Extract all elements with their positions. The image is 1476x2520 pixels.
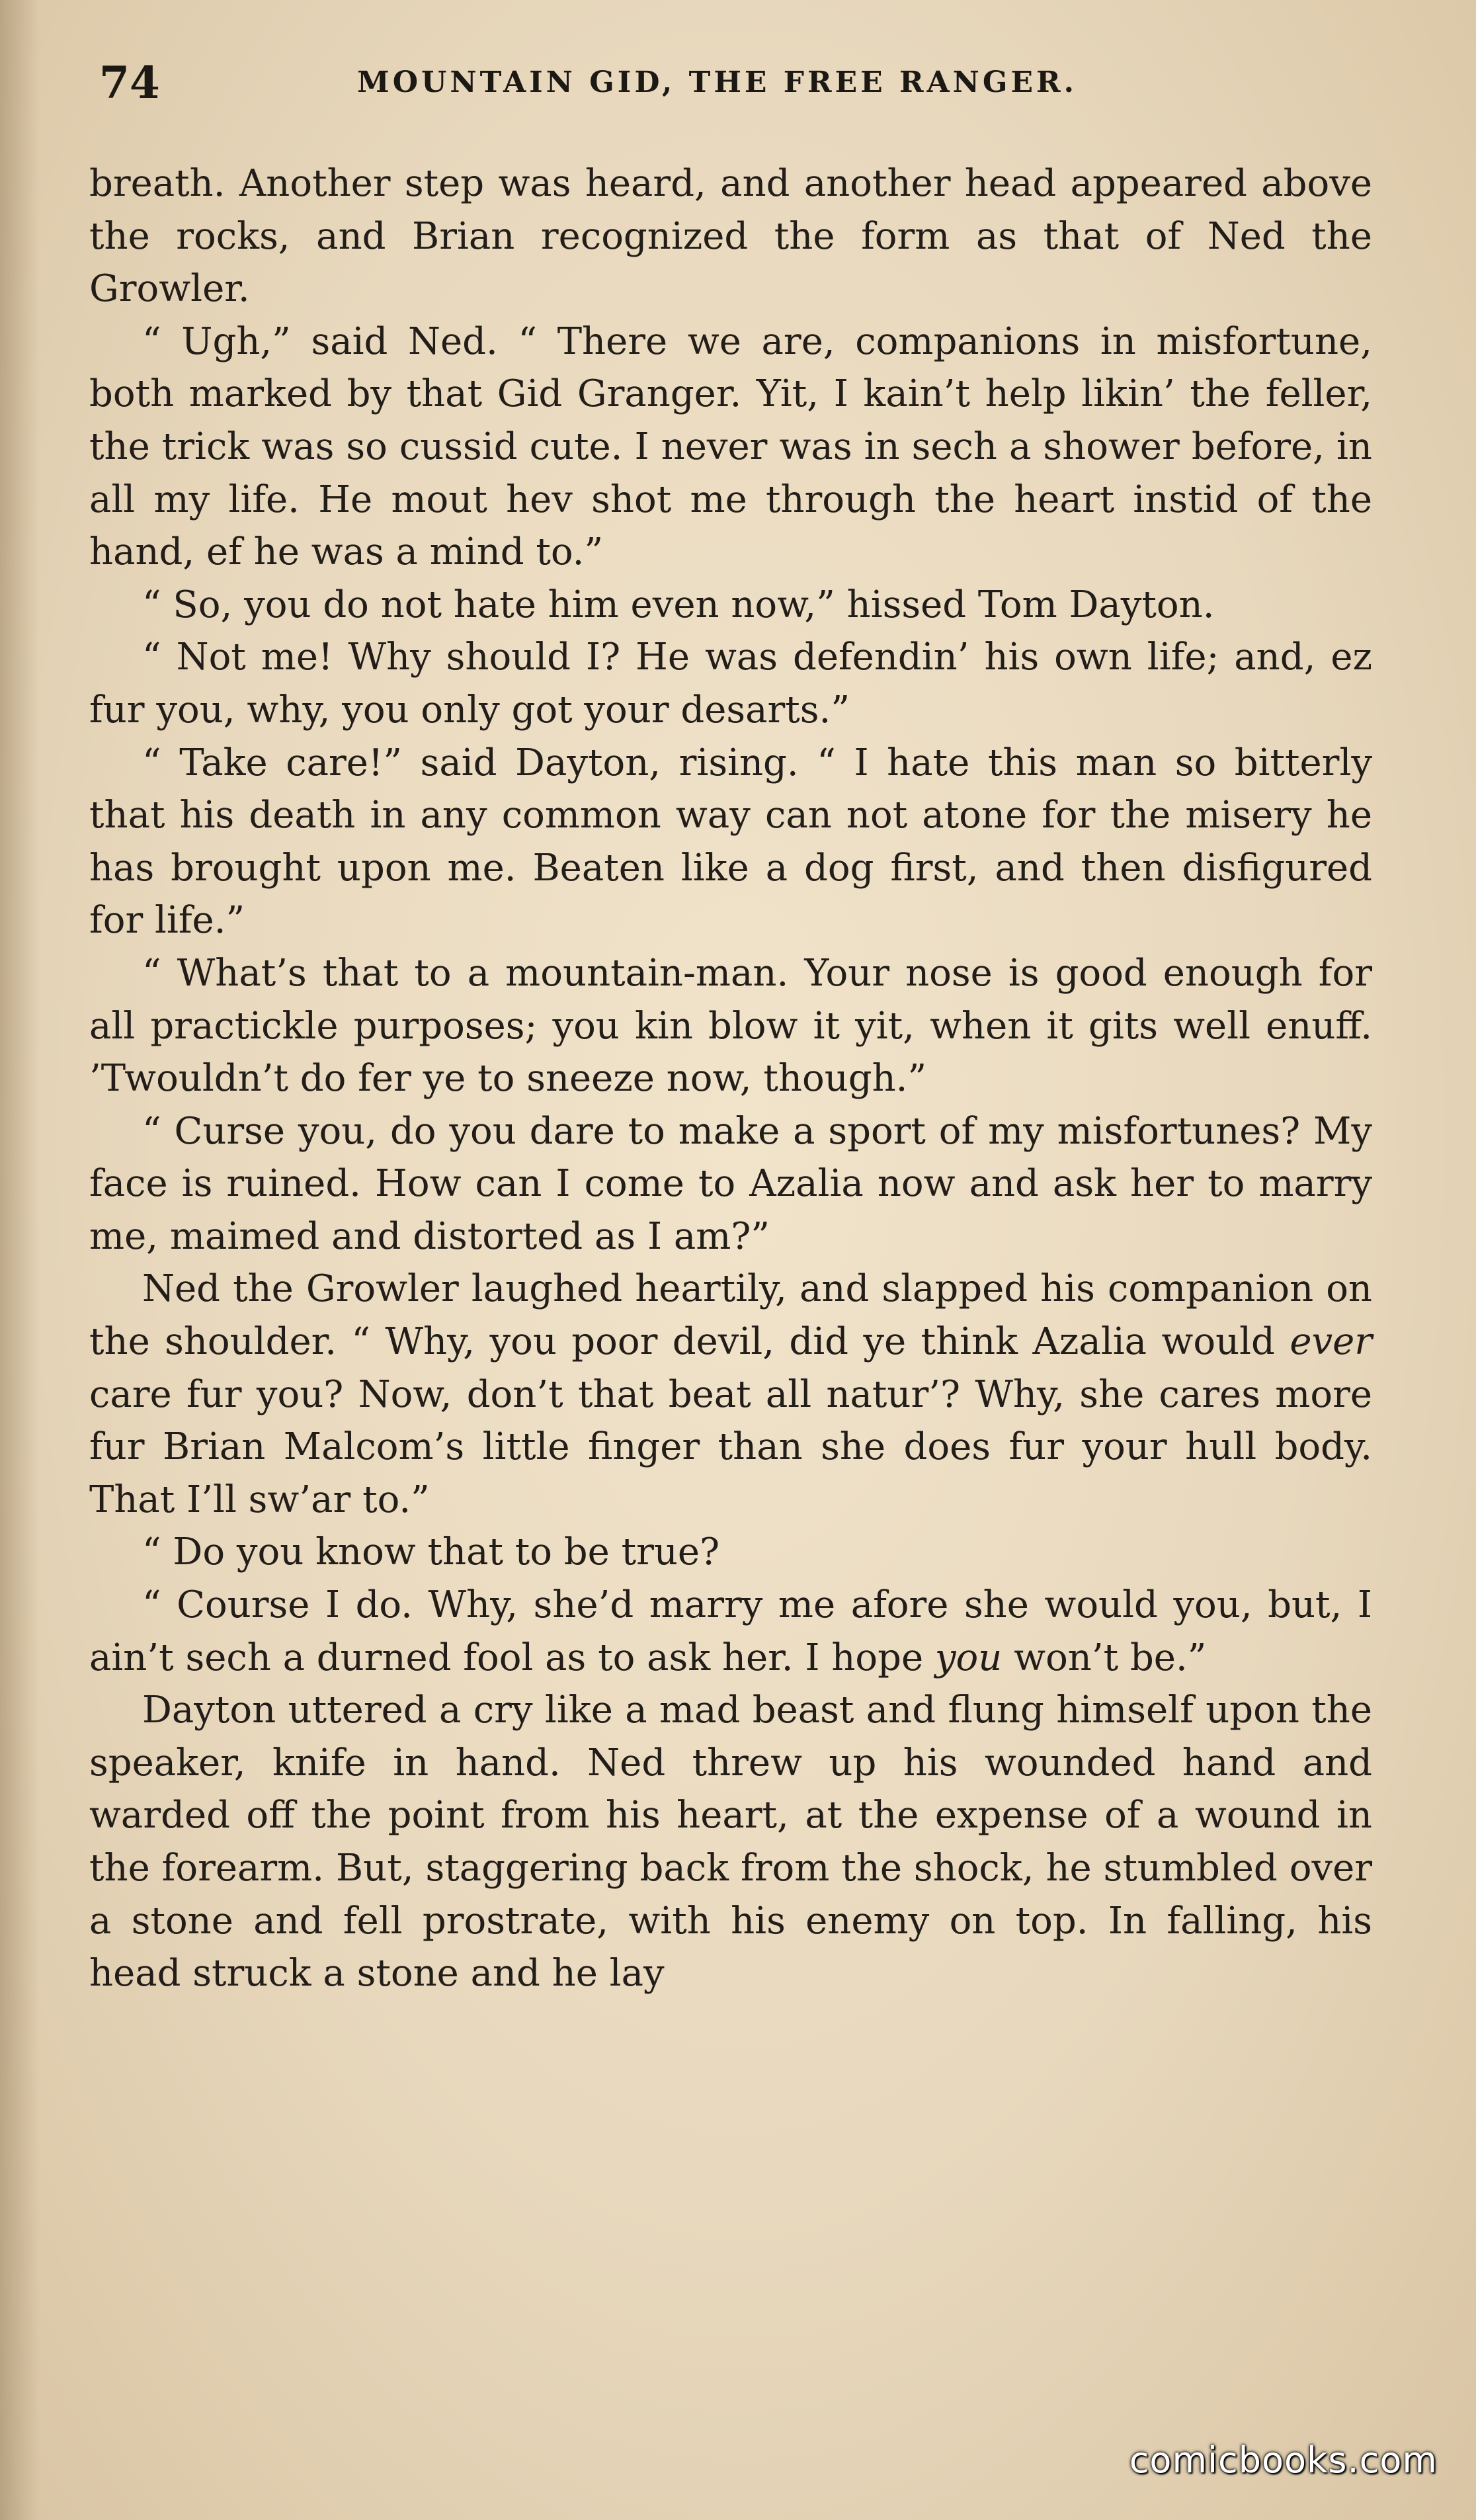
paragraph <box>89 1263 1372 1526</box>
running-head <box>99 46 1395 119</box>
paragraph-text: “ Not me! Why should I? He was defendin’ his own life; and, ez fur you, why, you only got your desarts.” <box>89 636 1372 732</box>
paragraph-text: Dayton uttered a cry like a mad beast and flung himself upon the speaker, knife in hand. Ned threw up his wounded hand and warded off the point from his heart, at the expense of a wound in the forearm. But, staggering back from the shock, he stumbled over a stone and fell prostrate, with his enemy on top. In falling, his head struck a stone and he lay <box>89 1689 1372 1995</box>
body-text <box>89 157 1372 2000</box>
paragraph <box>89 1579 1372 1684</box>
paragraph <box>89 315 1372 579</box>
paragraph-text: “ What’s that to a mountain-man. Your nose is good enough for all practickle purposes; you kin blow it yit, when it gits well enuff. ’Twouldn’t do fer ye to sneeze now, though.” <box>89 951 1372 1101</box>
paragraph <box>89 737 1372 947</box>
paragraph-text: “ Ugh,” said Ned. “ There we are, companions in misfortune, both marked by that Gid Granger. Yit, I kain’t help likin’ the feller, the trick was so cussid cute. I never was in sech a shower before, in all my life. He mout hev shot me through the heart instid of the hand, ef he was a mind to.” <box>89 319 1372 574</box>
paragraph <box>89 631 1372 736</box>
paragraph-text: Ned the Growler laughed heartily, and slapped his companion on the shoulder. “ Why, you poor devil, did ye think Azalia would <box>89 1267 1372 1364</box>
paragraph <box>89 1684 1372 2000</box>
paragraph-text: “ Do you know that to be true? <box>142 1531 720 1574</box>
italic-emphasis: ever <box>1290 1320 1372 1364</box>
page-number: 74 <box>99 57 160 108</box>
paragraph <box>89 1526 1372 1579</box>
paragraph <box>89 947 1372 1105</box>
paragraph <box>89 579 1372 632</box>
paragraph-text: care fur you? Now, don’t that beat all natur’? Why, she cares more fur Brian Malcom’s little finger than she does fur your hull body. That I’ll sw’ar to.” <box>89 1372 1372 1521</box>
watermark-text: comicbooks.com <box>1129 2439 1438 2481</box>
paragraph-text: breath. Another step was heard, and another head appeared above the rocks, and Brian recognized the form as that of Ned the Growler. <box>89 162 1372 311</box>
running-title: MOUNTAIN GID, THE FREE RANGER. <box>357 65 1077 99</box>
paragraph <box>89 157 1372 315</box>
italic-emphasis: you <box>934 1636 1003 1679</box>
page-edge-shadow <box>0 0 40 2520</box>
paragraph-text: “ So, you do not hate him even now,” hissed Tom Dayton. <box>142 583 1215 626</box>
paragraph-text: “ Course I do. Why, she’d marry me afore she would you, but, I ain’t sech a durned fool as to ask her. I hope <box>89 1583 1372 1679</box>
paragraph-text: “ Curse you, do you dare to make a sport of my misfortunes? My face is ruined. How can I come to Azalia now and ask her to marry me, maimed and distorted as I am?” <box>89 1109 1372 1258</box>
paragraph-text: won’t be.” <box>1002 1636 1207 1679</box>
paragraph-text: “ Take care!” said Dayton, rising. “ I hate this man so bitterly that his death in any common way can not atone for the misery he has brought upon me. Beaten like a dog first, and then disfigured for life.” <box>89 741 1372 943</box>
paragraph <box>89 1105 1372 1263</box>
